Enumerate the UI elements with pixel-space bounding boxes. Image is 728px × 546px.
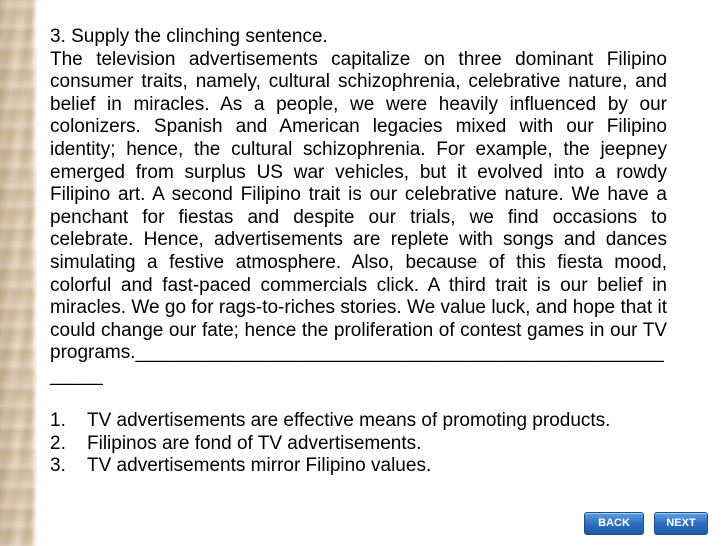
slide-content — [50, 26, 667, 497]
answer-blank: _______________________________________________________ — [50, 342, 664, 386]
passage-text: The television advertisements capitalize on three dominant Filipino consumer traits, namely, cultural schizophrenia, celebrative nature, and belief in miracles. As a people, we were heavily influenced by our colonizers. Spanish and American legacies mixed with our Filipino identity; hence, the cultural schizophrenia. For example, the jeepney emerged from surplus US war vehicles, but it evolved into a rowdy Filipino art. A second Filipino trait is our celebrative nature. We have a penchant for fiestas and despite our trials, we find occasions to celebrate. Hence, advertisements are replete with songs and dances simulating a festive atmosphere. Also, because of this fiesta mood, colorful and fast-paced commercials click. A third trait is our belief in miracles. We go for rags-to-riches stories. We value luck, and hope that it could change our fate; hence the proliferation of contest games in our TV programs. — [50, 48, 667, 364]
back-button[interactable]: BACK — [584, 512, 644, 535]
option-number: 3. — [50, 455, 66, 477]
option-number: 2. — [50, 432, 66, 454]
next-button[interactable]: NEXT — [654, 512, 708, 535]
option-2 — [50, 433, 667, 456]
option-text: Filipinos are fond of TV advertisements. — [87, 432, 422, 454]
option-1 — [50, 410, 667, 433]
option-text: TV advertisements mirror Filipino values. — [87, 455, 432, 477]
option-number: 1. — [50, 410, 66, 432]
option-3 — [50, 455, 667, 478]
passage-paragraph — [50, 49, 667, 388]
option-text: TV advertisements are effective means of promoting products. — [87, 410, 611, 432]
question-heading: 3. Supply the clinching sentence. — [50, 26, 328, 47]
decorative-left-border — [0, 0, 38, 546]
answer-options — [50, 410, 667, 478]
